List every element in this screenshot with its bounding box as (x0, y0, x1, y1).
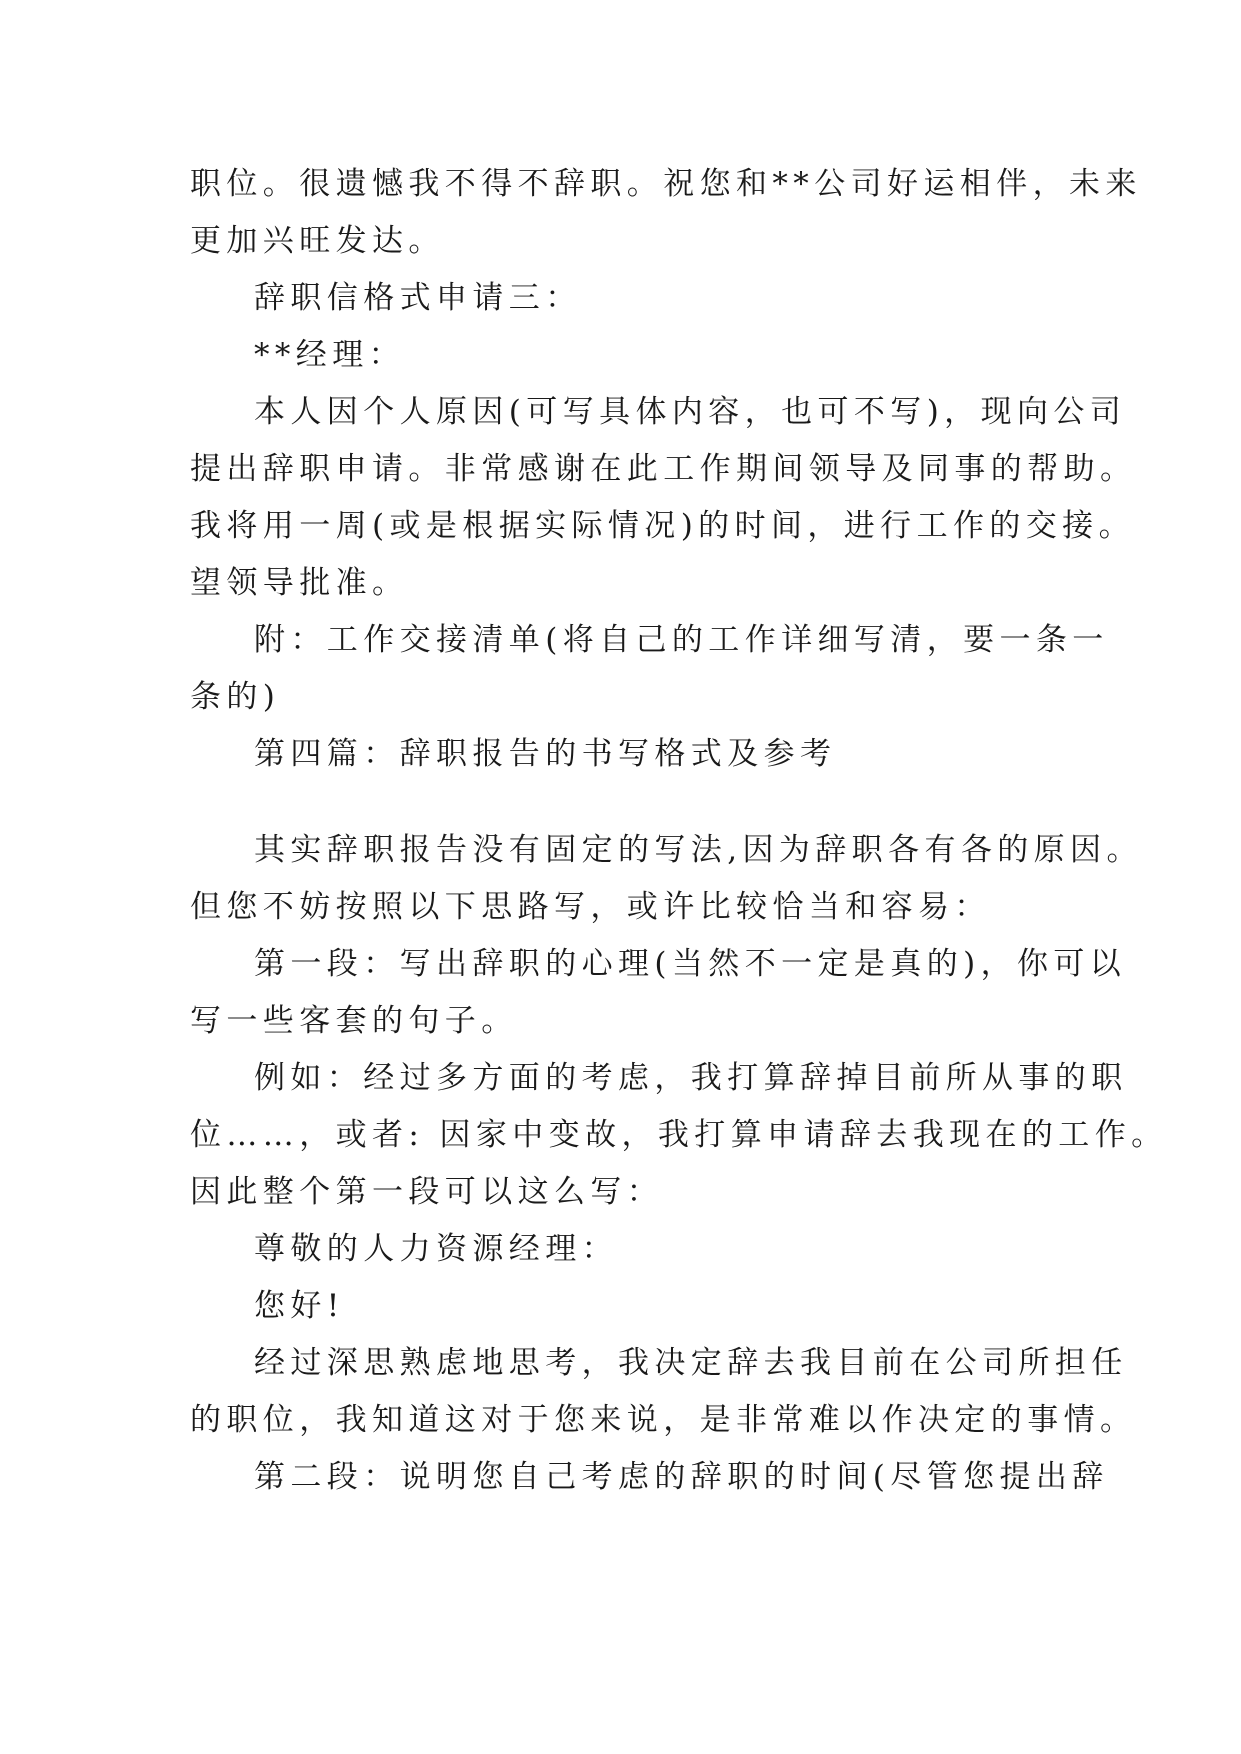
text-line: 例如：经过多方面的考虑，我打算辞掉目前所从事的职 (254, 1060, 1128, 1096)
text-line: 提出辞职申请。非常感谢在此工作期间领导及同事的帮助。 (190, 451, 1137, 487)
text-line: 第二段：说明您自己考虑的辞职的时间(尽管您提出辞 (254, 1459, 1109, 1495)
text-line: 因此整个第一段可以这么写： (190, 1174, 664, 1210)
salutation: **经理： (254, 337, 405, 373)
text-line: 条的) (190, 679, 281, 715)
text-line: 经过深思熟虑地思考，我决定辞去我目前在公司所担任 (254, 1345, 1128, 1381)
section-heading: 第四篇：辞职报告的书写格式及参考 (254, 736, 837, 772)
text-line: 本人因个人原因(可写具体内容，也可不写)，现向公司 (254, 394, 1127, 430)
salutation: 尊敬的人力资源经理： (254, 1231, 618, 1267)
text-line: 其实辞职报告没有固定的写法,因为辞职各有各的原因。 (254, 832, 1143, 868)
text-line: 职位。很遗憾我不得不辞职。祝您和**公司好运相伴，未来 (190, 166, 1142, 202)
greeting: 您好! (254, 1288, 345, 1324)
text-line: 更加兴旺发达。 (190, 223, 445, 259)
text-line: 位……，或者: 因家中变故，我打算申请辞去我现在的工作。 (190, 1117, 1168, 1153)
section-heading: 辞职信格式申请三： (254, 280, 582, 316)
text-line: 第一段：写出辞职的心理(当然不一定是真的)，你可以 (254, 946, 1127, 982)
text-line: 我将用一周(或是根据实际情况)的时间，进行工作的交接。 (190, 508, 1135, 544)
text-line: 写一些客套的句子。 (190, 1003, 518, 1039)
text-line: 附：工作交接清单(将自己的工作详细写清，要一条一 (254, 622, 1109, 658)
text-line: 但您不妨按照以下思路写，或许比较恰当和容易： (190, 889, 991, 925)
text-line: 望领导批准。 (190, 565, 409, 601)
text-line: 的职位，我知道这对于您来说，是非常难以作决定的事情。 (190, 1402, 1137, 1438)
